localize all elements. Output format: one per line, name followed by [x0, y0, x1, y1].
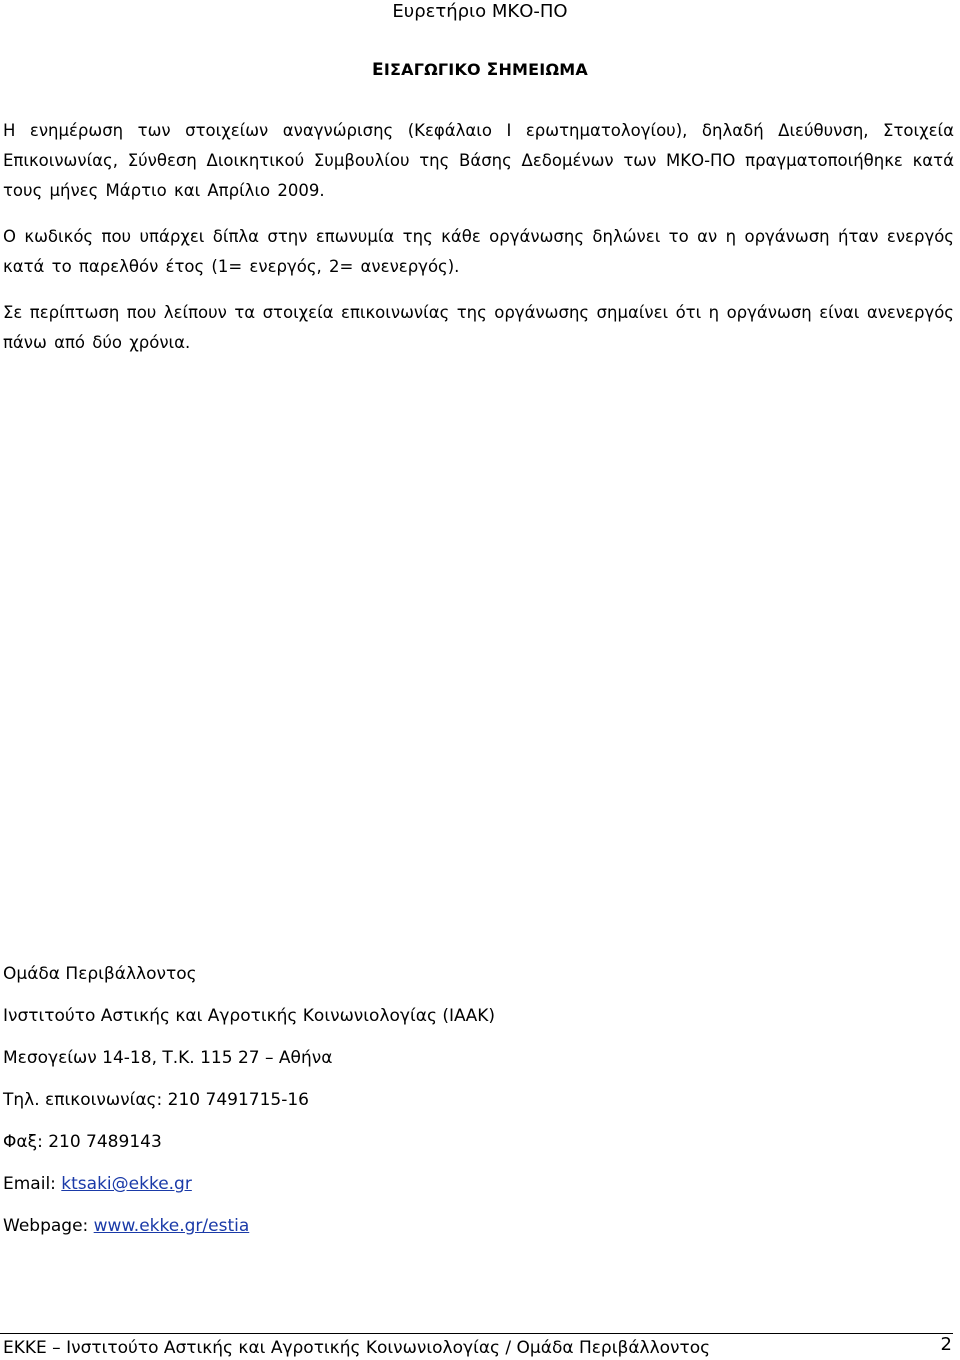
contact-group: Ομάδα Περιβάλλοντος: [3, 964, 197, 984]
paragraph-missing-contact: Σε περίπτωση που λείπουν τα στοιχεία επικοινωνίας της οργάνωσης σημαίνει ότι η οργάνωση είναι ανενεργός πάνω από δύο χρόνια.: [3, 303, 954, 352]
contact-fax: Φαξ: 210 7489143: [3, 1132, 162, 1152]
section-title-rest-2: ΗΜΕΙΩΜΑ: [498, 60, 588, 79]
contact-email: [3, 1172, 943, 1214]
page-number: 2: [940, 1334, 952, 1355]
webpage-label: Webpage:: [3, 1216, 94, 1236]
webpage-link[interactable]: www.ekke.gr/estia: [93, 1216, 250, 1236]
section-title-rest-1: ΙΣΑΓΩΓΙΚΟ: [383, 60, 481, 79]
section-title-initial-1: Ε: [372, 60, 384, 80]
footer-text: ΕΚΚΕ – Ινστιτούτο Αστικής και Αγροτικής Κοινωνιολογίας / Ομάδα Περιβάλλοντος: [3, 1338, 711, 1358]
email-link[interactable]: ktsaki@ekke.gr: [61, 1174, 192, 1194]
footer-divider: [0, 1333, 953, 1334]
contact-institute: Ινστιτούτο Αστικής και Αγροτικής Κοινωνιολογίας (ΙΑΑΚ): [3, 1006, 496, 1026]
contact-block: [3, 962, 943, 1256]
contact-phone: Τηλ. επικοινωνίας: 210 7491715-16: [3, 1090, 309, 1110]
email-label: Email:: [3, 1174, 62, 1194]
contact-webpage: [3, 1214, 943, 1256]
section-title: [0, 58, 960, 82]
contact-address: Μεσογείων 14-18, Τ.Κ. 115 27 – Αθήνα: [3, 1048, 333, 1068]
section-title-initial-2: Σ: [486, 60, 499, 80]
intro-body: [3, 116, 954, 374]
paragraph-update-info: Η ενημέρωση των στοιχείων αναγνώρισης (Κεφάλαιο Ι ερωτηματολογίου), δηλαδή Διεύθυνση, Στοιχεία Επικοινωνίας, Σύνθεση Διοικητικού Συμβουλίου της Βάσης Δεδομένων των ΜΚΟ-ΠΟ πραγματοποιήθηκε κατά τους μήνες Μάρτιο και Απρίλιο 2009.: [3, 121, 954, 200]
paragraph-activity-code: Ο κωδικός που υπάρχει δίπλα στην επωνυμία της κάθε οργάνωσης δηλώνει το αν η οργάνωση ήταν ενεργός κατά το παρελθόν έτος (1= ενεργός, 2= ανενεργός).: [3, 227, 954, 276]
running-header: Ευρετήριο ΜΚΟ-ΠΟ: [392, 1, 568, 22]
